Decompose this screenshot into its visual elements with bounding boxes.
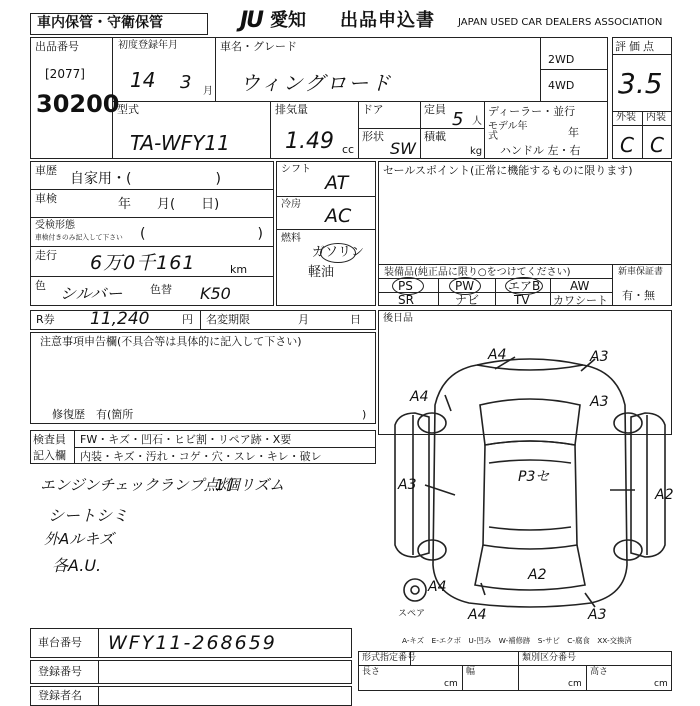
interior-value: C [650, 133, 664, 157]
displacement-unit: cc [342, 143, 355, 156]
shift-value: AT [325, 172, 349, 194]
month-unit: 月 [203, 86, 213, 97]
form-note: 車検付きのみ記入して下さい [35, 234, 123, 242]
repair-label: 修復歴 有(箇所 [52, 408, 134, 421]
inspector-label: 検査員 [33, 433, 66, 446]
equip-sr: SR [398, 293, 414, 307]
color-change-label: 色替 [150, 283, 172, 296]
handwritten-line-2: 1個リズム [215, 476, 285, 494]
inspection-label: 車検 [35, 192, 57, 205]
ps-circle [392, 277, 424, 295]
category-label: 類別区分番号 [522, 653, 577, 663]
fuel-diesel: 軽油 [308, 265, 335, 280]
mark-a2-right: A2 [655, 487, 674, 503]
first-reg-year: 14 [130, 68, 156, 92]
score-value: 3.5 [618, 67, 663, 100]
mark-a3-front-right: A3 [590, 349, 609, 365]
color-code: K50 [200, 284, 231, 303]
color-label: 色 [35, 279, 46, 292]
mark-a4-rear-left: A4 [428, 579, 447, 595]
exterior-label: 外装 [616, 112, 636, 123]
form-value: ( ) [140, 226, 263, 242]
chassis-value: WFY11-268659 [108, 632, 277, 654]
equip-tv: TV [514, 293, 530, 307]
shape-label: 形状 [362, 130, 384, 143]
pw-circle [449, 277, 481, 295]
drive-4wd: 4WD [548, 79, 575, 92]
color-value: シルバー [60, 284, 123, 303]
mark-p3-roof: P3セ [518, 469, 550, 485]
recycle-unit: 円 [182, 313, 193, 326]
height-unit: cm [654, 679, 668, 689]
equip-aw: AW [570, 279, 590, 293]
airbag-circle [505, 277, 543, 295]
history-value: 自家用・( ) [70, 171, 221, 187]
fuel-label: 燃料 [281, 233, 301, 244]
type-value: TA-WFY11 [130, 131, 230, 155]
warranty-options: 有・無 [622, 289, 655, 302]
model-year-label: モデル年式 [488, 121, 528, 142]
chassis-label: 車台番号 [38, 636, 82, 649]
fuel-circle [320, 243, 356, 263]
storage-label: 車内保管・守衛保管 [37, 15, 163, 31]
name-change-month: 月 [298, 313, 309, 326]
notice-label: 注意事項申告欄(不具合等は具体的に記入して下さい) [40, 335, 302, 348]
history-label: 車歴 [35, 164, 57, 177]
first-reg-month: 3 [180, 72, 192, 93]
shift-label: シフト [281, 164, 311, 175]
assoc-english: JAPAN USED CAR DEALERS ASSOCIATION [458, 17, 663, 28]
new-warranty-label: 新車保証書 [618, 267, 664, 277]
door-label: ドア [362, 103, 384, 116]
owner-label: 登録者名 [38, 689, 82, 702]
width-label: 幅 [466, 667, 476, 677]
recycle-label: R券 [36, 313, 55, 326]
model-name: ウィングロード [240, 71, 393, 95]
length-label: 長さ [362, 667, 381, 677]
assoc-short: 愛知 [270, 10, 306, 31]
fuel-gas: ガソリン [312, 245, 365, 260]
equip-airbag: エアB [508, 279, 541, 293]
mark-a3-left: A3 [398, 477, 417, 493]
inspector-row2: 内装・キズ・汚れ・コゲ・穴・スレ・キレ・破レ [80, 450, 322, 463]
mark-a4-left: A4 [410, 389, 429, 405]
type-label: 型式 [117, 103, 139, 116]
spec-label: 形式指定番号 [362, 653, 417, 663]
reg-label: 登録番号 [38, 665, 82, 678]
capacity-unit: 人 [472, 116, 482, 127]
aircon-value: AC [325, 205, 352, 227]
equip-leather: カワシート [553, 294, 608, 307]
mileage-label: 走行 [35, 249, 57, 262]
mark-a4-rear: A4 [468, 607, 487, 623]
displacement-label: 排気量 [275, 103, 308, 116]
load-label: 積載 [424, 130, 446, 143]
lot-number: 30200 [36, 90, 120, 118]
capacity-label: 定員 [424, 103, 446, 116]
mark-a3-right: A3 [590, 394, 609, 410]
sales-points-label: セールスポイント(正常に機能するものに限ります) [383, 164, 633, 177]
spare-label: スペア [398, 609, 426, 619]
mileage-unit: km [230, 263, 248, 276]
lot-small: [2077] [45, 67, 85, 81]
aircon-label: 冷房 [281, 199, 301, 210]
lot-number-label: 出品番号 [35, 40, 79, 53]
width-unit: cm [568, 679, 582, 689]
equip-ps: PS [398, 279, 413, 293]
recycle-row [30, 310, 376, 330]
capacity-value: 5 [452, 109, 464, 130]
mark-a4-front: A4 [488, 347, 507, 363]
handwritten-line-5: 各A.U. [52, 556, 102, 575]
doc-title: 出品申込書 [340, 10, 435, 31]
shape-value: SW [390, 139, 416, 158]
ju-logo: JU [240, 8, 263, 33]
handle-label: ハンドル 左・右 [500, 144, 581, 157]
dealer-label: ディーラー・並行 [488, 105, 576, 118]
damage-legend: A-キズ E-エクボ U-凹み W-補修跡 S-サビ C-腐食 XX-交換済 [402, 637, 632, 646]
inspector-row1: FW・キズ・凹石・ヒビ割・リペア跡・X要 [80, 433, 292, 446]
mark-a3-rear-right: A3 [588, 607, 607, 623]
form-label: 受検形態 [35, 220, 75, 231]
name-change-day: 日 [350, 313, 361, 326]
mark-a2-rear: A2 [528, 567, 547, 583]
entry-label: 記入欄 [33, 449, 66, 462]
score-label: 評価点 [615, 40, 657, 53]
height-label: 高さ [590, 667, 609, 677]
equip-navi: ナビ [455, 293, 480, 307]
mileage-value: 6万0千161 [90, 252, 196, 274]
displacement-value: 1.49 [285, 129, 334, 154]
equipment-label: 装備品(純正品に限り○をつけてください) [384, 267, 571, 278]
handwritten-line-3: シートシミ [48, 506, 129, 525]
after-label: 後日品 [383, 313, 413, 324]
handwritten-line-1: エンジンチェックランプ点灯 [40, 476, 234, 494]
length-unit: cm [444, 679, 458, 689]
year-unit: 年 [568, 126, 579, 139]
equip-pw: PW [455, 279, 475, 293]
load-unit: kg [470, 146, 483, 157]
model-label: 車名・グレード [220, 40, 297, 53]
drive-2wd: 2WD [548, 53, 575, 66]
handwritten-line-4: 外Aルキズ [44, 530, 114, 548]
recycle-value: 11,240 [90, 309, 150, 329]
name-change-label: 名変期限 [206, 313, 250, 326]
repair-close: ) [362, 408, 367, 421]
interior-label: 内装 [646, 112, 666, 123]
inspection-value: 年 月( 日) [118, 197, 220, 212]
exterior-value: C [620, 133, 634, 157]
first-reg-label: 初度登録年月 [118, 40, 178, 51]
